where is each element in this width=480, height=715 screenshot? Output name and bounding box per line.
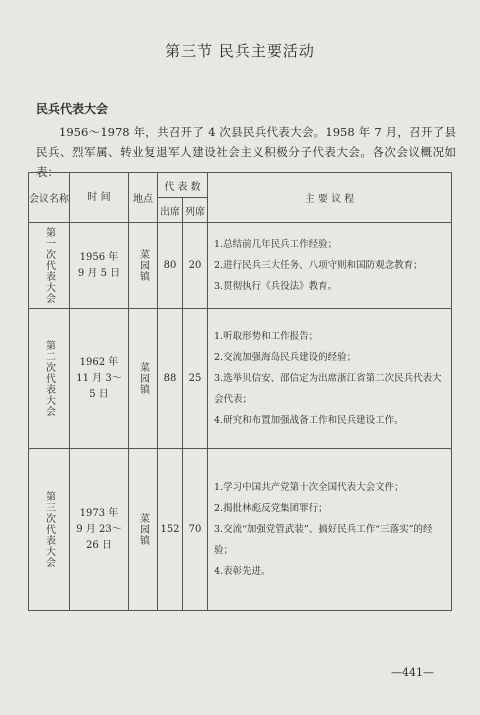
agenda-item: 4.研究和布置加强战备工作和民兵建设工作。 — [214, 415, 404, 426]
agenda-item: 2.交流加强海岛民兵建设的经验； — [214, 352, 357, 363]
subsection-title: 民兵代表大会 — [36, 102, 109, 116]
agenda-item: 1.总结前几年民兵工作经验； — [214, 239, 338, 250]
agenda-list — [208, 309, 452, 449]
agenda-item: 3.选举贝信安、邵信定为出席浙江省第二次民兵代表大会代表； — [214, 373, 442, 405]
meeting-time-date-end: 5 日 — [89, 388, 109, 400]
listen-count: 25 — [183, 309, 208, 449]
meeting-name: 第一次代表大会 — [43, 227, 55, 304]
attend-count: 88 — [158, 309, 183, 449]
meeting-name: 第三次代表大会 — [43, 491, 55, 568]
agenda-item: 1.听取形势和工作报告； — [214, 331, 319, 342]
header-attend: 出席 — [158, 198, 183, 223]
header-agenda: 主 要 议 程 — [208, 173, 452, 223]
header-place: 地点 — [129, 173, 158, 223]
listen-count: 20 — [183, 223, 208, 309]
table-row — [29, 309, 452, 449]
attend-count: 152 — [158, 449, 183, 611]
header-time: 时 间 — [70, 173, 129, 223]
meeting-place: 菜园镇 — [137, 249, 149, 282]
attend-count: 80 — [158, 223, 183, 309]
agenda-list — [208, 223, 452, 309]
meeting-time-year: 1956 年 — [79, 251, 119, 263]
intro-text: 1956～1978 年，共召开了 4 次县民兵代表大会。1958 年 7 月，召开了县民兵、烈军属、转业复退军人建设社会主义积极分子代表大会。各次会议概况如表： — [36, 125, 456, 179]
agenda-item: 3.交流“加强党管武装”、搞好民兵工作“三落实”的经验； — [214, 524, 433, 556]
meeting-time-year: 1962 年 — [79, 356, 119, 368]
agenda-item: 2.进行民兵三大任务、八项守则和国防观念教育； — [214, 260, 423, 271]
agenda-list — [208, 449, 452, 611]
meeting-time-date-end: 26 日 — [86, 539, 112, 551]
agenda-item: 3.贯彻执行《兵役法》教育。 — [214, 281, 338, 292]
header-name: 会议名称 — [29, 173, 70, 223]
meeting-time-year: 1973 年 — [79, 507, 119, 519]
agenda-item: 1.学习中国共产党第十次全国代表大会文件； — [214, 482, 404, 493]
table-header-row — [29, 173, 452, 198]
meeting-time-date: 9 月 23～ — [76, 523, 122, 535]
meeting-time-date: 11 月 3～ — [76, 372, 122, 384]
agenda-item: 4.表彰先进。 — [214, 566, 271, 577]
meeting-name: 第二次代表大会 — [43, 340, 55, 417]
section-title: 第三节 民兵主要活动 — [165, 42, 315, 60]
header-reps: 代 表 数 — [158, 173, 208, 198]
meeting-place: 菜园镇 — [137, 362, 149, 395]
agenda-item: 2.揭批林彪反党集团罪行； — [214, 503, 328, 514]
meeting-place: 菜园镇 — [137, 513, 149, 546]
meeting-time-date: 9 月 5 日 — [77, 267, 121, 279]
table-row — [29, 449, 452, 611]
meetings-table — [28, 172, 452, 611]
page-number: —441— — [391, 666, 434, 679]
listen-count: 70 — [183, 449, 208, 611]
header-listen: 列席 — [183, 198, 208, 223]
table-row — [29, 223, 452, 309]
